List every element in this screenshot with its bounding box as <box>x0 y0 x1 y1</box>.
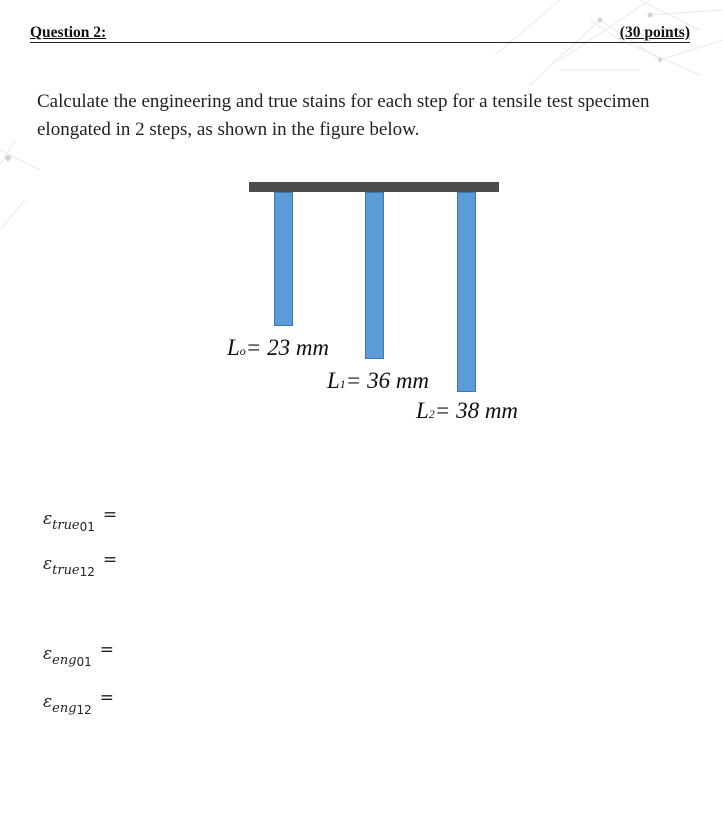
equation-true-strain-12: $\varepsilon_{true12}=$ <box>43 550 118 579</box>
length-label-l0: Lo= 23 mm <box>227 335 330 360</box>
question-text: Calculate the engineering and true stains for each step for a tensile test specimen elongated in 2 steps, as shown in the figure below. <box>37 91 650 140</box>
equation-eng-strain-12: $\varepsilon_{eng12}=$ <box>43 688 115 717</box>
question-points: (30 points) <box>619 24 690 41</box>
length-label-l1: L1= 36 mm <box>327 368 430 393</box>
equation-true-strain-01: $\varepsilon_{true01}=$ <box>43 505 118 534</box>
specimen-step-2 <box>457 192 476 392</box>
fixture-bar <box>249 182 499 192</box>
tensile-specimen-figure <box>227 175 560 435</box>
length-label-l2: L2= 38 mm <box>416 398 519 423</box>
specimen-original <box>274 192 293 326</box>
question-header <box>30 24 690 43</box>
specimen-step-1 <box>365 192 384 359</box>
question-title: Question 2: <box>30 24 107 41</box>
equation-eng-strain-01: $\varepsilon_{eng01}=$ <box>43 640 115 669</box>
